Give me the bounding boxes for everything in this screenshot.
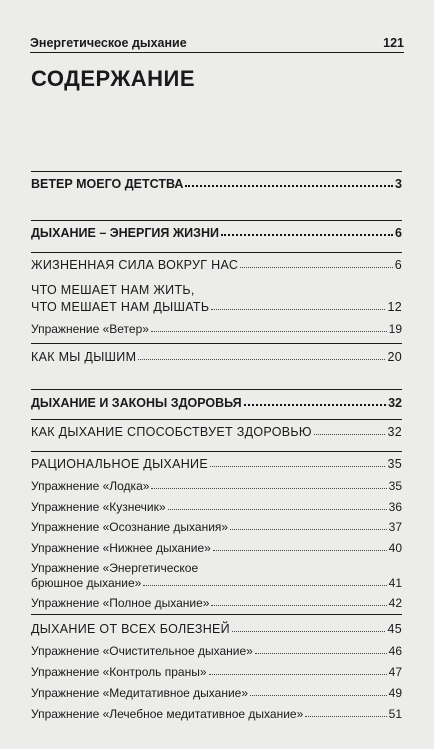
dot-leader (209, 674, 387, 675)
toc-entry-page: 6 (394, 258, 402, 272)
toc-entry-title: Упражнение «Медитативное дыхание» (31, 686, 249, 700)
toc-entry[interactable] (31, 300, 402, 314)
toc-entry[interactable] (31, 596, 402, 610)
toc-entry-page: 35 (388, 479, 402, 493)
toc-entry[interactable] (31, 350, 402, 364)
running-title: Энергетическое дыхание (30, 36, 187, 50)
toc-entry-page: 45 (387, 622, 402, 636)
toc-entry-title: Упражнение «Кузнечик» (31, 500, 166, 514)
dot-leader (185, 185, 393, 187)
toc-entry[interactable] (31, 425, 402, 439)
toc-entry[interactable] (31, 479, 402, 493)
divider (31, 220, 402, 221)
dot-leader (240, 267, 393, 268)
toc-entry[interactable] (31, 500, 402, 514)
toc-entry-title: ЧТО МЕШАЕТ НАМ ДЫШАТЬ (31, 300, 210, 314)
dot-leader (232, 631, 386, 632)
toc-entry-title: ВЕТЕР МОЕГО ДЕТСТВА (31, 177, 184, 191)
dot-leader (143, 585, 386, 586)
toc-entry-page: 41 (388, 576, 402, 590)
toc-entry-page: 37 (388, 520, 402, 534)
dot-leader (138, 359, 385, 360)
toc-entry[interactable] (31, 644, 402, 658)
toc-entry-page: 49 (388, 686, 402, 700)
toc-entry-title: Упражнение «Нижнее дыхание» (31, 541, 211, 555)
toc-entry[interactable] (31, 457, 402, 471)
toc-entry-title: ДЫХАНИЕ ОТ ВСЕХ БОЛЕЗНЕЙ (31, 622, 230, 636)
toc-entry[interactable] (31, 576, 402, 590)
running-header (30, 30, 404, 50)
toc-entry-page: 51 (388, 707, 402, 721)
divider (31, 451, 402, 452)
toc-entry-page: 32 (387, 425, 402, 439)
divider (31, 389, 402, 390)
dot-leader (230, 529, 387, 530)
divider (31, 419, 402, 420)
divider (31, 252, 402, 253)
toc-entry-page: 32 (388, 396, 402, 410)
toc-entry[interactable] (31, 622, 402, 636)
dot-leader (151, 331, 387, 332)
divider (31, 171, 402, 172)
dot-leader (210, 466, 386, 467)
toc-entry-page: 42 (388, 596, 402, 610)
toc-entry-title: РАЦИОНАЛЬНОЕ ДЫХАНИЕ (31, 457, 208, 471)
toc-entry[interactable] (31, 665, 402, 679)
toc-entry-page: 40 (388, 541, 402, 555)
toc-entry-line1: ЧТО МЕШАЕТ НАМ ЖИТЬ, (31, 283, 195, 297)
toc-entry[interactable] (31, 707, 402, 721)
toc-entry-page: 20 (387, 350, 402, 364)
toc-entry-page: 36 (388, 500, 402, 514)
toc-entry-title: КАК ДЫХАНИЕ СПОСОБСТВУЕТ ЗДОРОВЬЮ (31, 425, 312, 439)
toc-entry-line1: Упражнение «Энергетическое (31, 561, 199, 575)
toc-entry[interactable] (31, 520, 402, 534)
header-rule (30, 52, 404, 53)
toc-entry-title: ДЫХАНИЕ И ЗАКОНЫ ЗДОРОВЬЯ (31, 396, 242, 410)
toc-entry-title: Упражнение «Очистительное дыхание» (31, 644, 253, 658)
dot-leader (211, 605, 386, 606)
page-number: 121 (383, 36, 404, 50)
divider (31, 614, 402, 615)
toc-entry[interactable] (31, 177, 402, 191)
dot-leader (305, 716, 386, 717)
toc-entry[interactable] (31, 541, 402, 555)
dot-leader (168, 509, 387, 510)
dot-leader (250, 695, 387, 696)
toc-entry[interactable] (31, 396, 402, 410)
toc-entry[interactable] (31, 686, 402, 700)
dot-leader (151, 488, 386, 489)
toc-entry[interactable] (31, 258, 402, 272)
toc-entry-page: 19 (388, 322, 402, 336)
toc-entry-title: Упражнение «Ветер» (31, 322, 149, 336)
toc-entry-title: Упражнение «Осознание дыхания» (31, 520, 229, 534)
toc-entry-page: 3 (395, 177, 402, 191)
dot-leader (221, 234, 393, 236)
toc-entry-page: 46 (388, 644, 402, 658)
dot-leader (211, 309, 385, 310)
toc-entry-title: ДЫХАНИЕ – ЭНЕРГИЯ ЖИЗНИ (31, 226, 220, 240)
toc-entry-title: Упражнение «Контроль праны» (31, 665, 207, 679)
toc-entry-page: 6 (395, 226, 402, 240)
divider (31, 343, 402, 344)
toc-entry[interactable] (31, 226, 402, 240)
toc-entry-title: Упражнение «Лечебное медитативное дыхание» (31, 707, 304, 721)
toc-entry-title: ЖИЗНЕННАЯ СИЛА ВОКРУГ НАС (31, 258, 239, 272)
dot-leader (244, 404, 386, 406)
dot-leader (213, 550, 387, 551)
page-title: СОДЕРЖАНИЕ (31, 66, 196, 91)
dot-leader (314, 434, 386, 435)
toc-entry-title: брюшное дыхание» (31, 576, 142, 590)
toc-entry-title: КАК МЫ ДЫШИМ (31, 350, 137, 364)
toc-entry-title: Упражнение «Лодка» (31, 479, 150, 493)
toc-entry[interactable] (31, 322, 402, 336)
toc-entry-page: 47 (388, 665, 402, 679)
toc-entry-title: Упражнение «Полное дыхание» (31, 596, 210, 610)
dot-leader (255, 653, 387, 654)
toc-entry-page: 12 (387, 300, 402, 314)
toc-entry-page: 35 (387, 457, 402, 471)
